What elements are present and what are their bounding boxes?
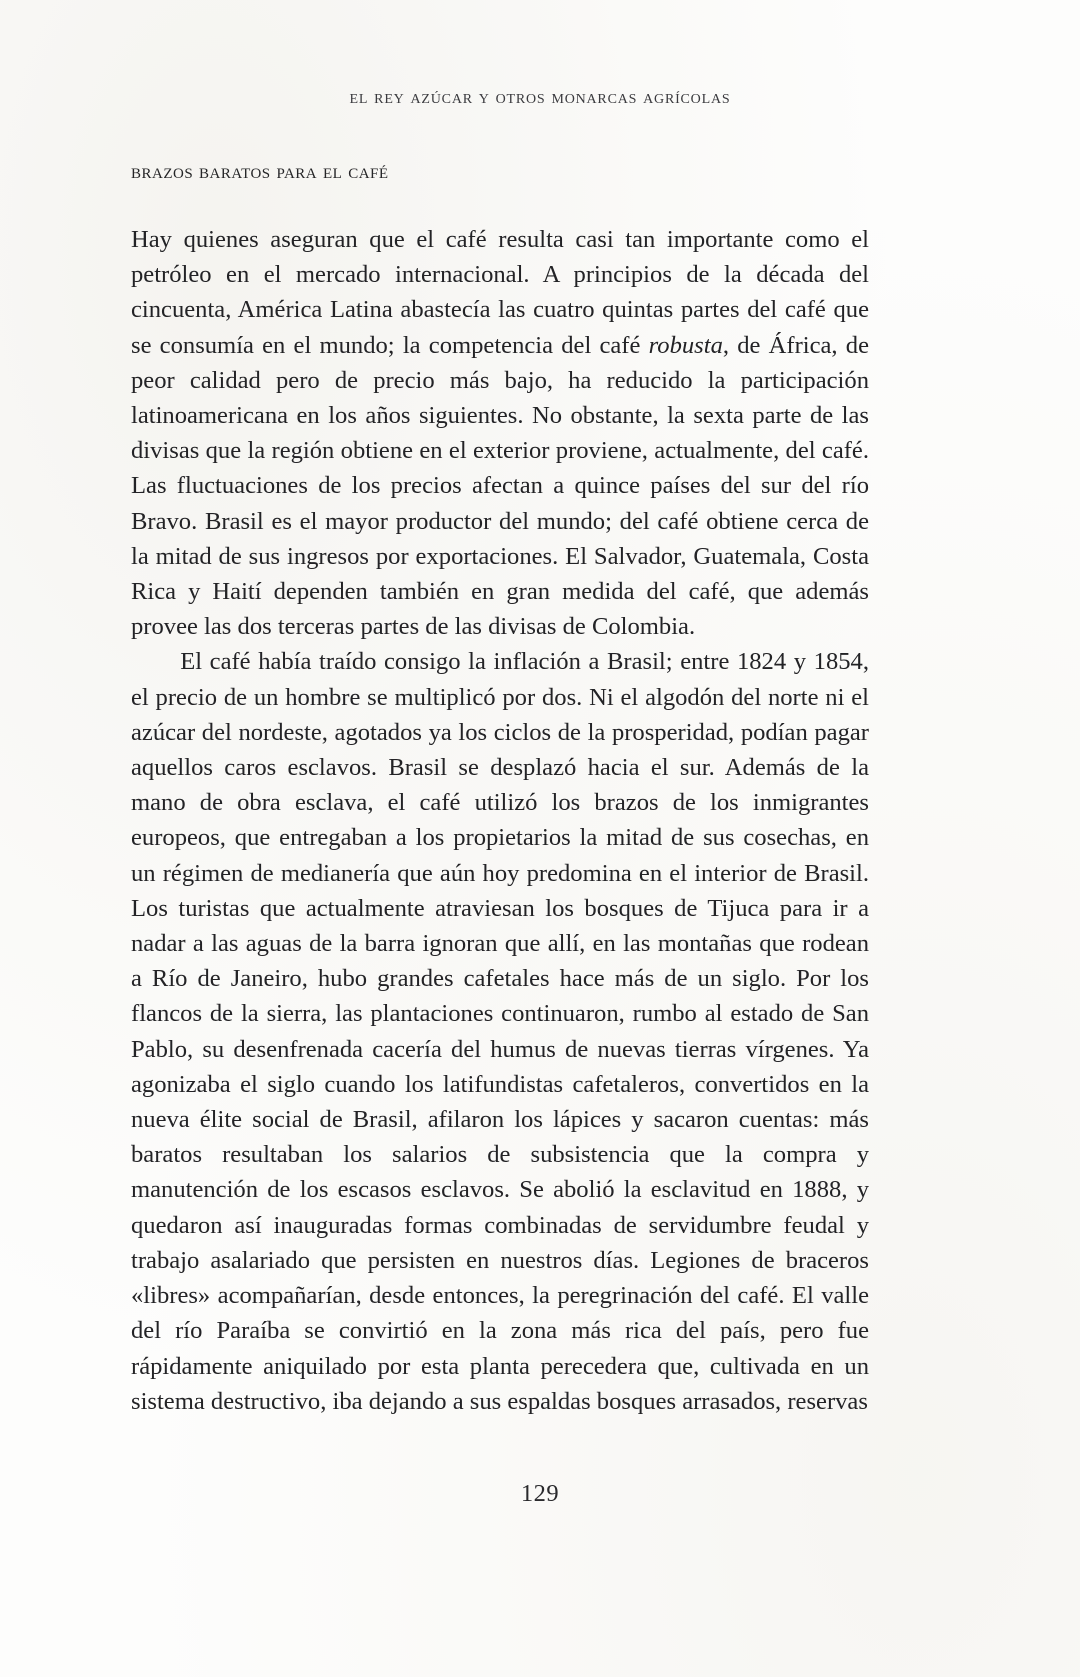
section-heading: brazos baratos para el café: [131, 159, 389, 183]
paragraph-2: El café había traído consigo la inflación a Brasil; entre 1824 y 1854, el precio de un hombre se multiplicó por dos. Ni el algodón del norte ni el azúcar del nordeste, agotados ya los ciclos de la prosperidad, podían pagar aquellos caros esclavos. Brasil se desplazó hacia el sur. Además de la mano de obra esclava, el café utilizó los brazos de los inmigrantes europeos, que entregaban a los propietarios la mitad de sus cosechas, en un régimen de medianería que aún hoy predomina en el interior de Brasil. Los turistas que actualmente atraviesan los bosques de Tijuca para ir a nadar a las aguas de la barra ignoran que allí, en las montañas que rodean a Río de Janeiro, hubo grandes cafetales hace más de un siglo. Por los flancos de la sierra, las plantaciones continuaron, rumbo al estado de San Pablo, su desenfrenada cacería del humus de nuevas tierras vírgenes. Ya agonizaba el siglo cuando los latifundistas cafetaleros, convertidos en la nueva élite social de Brasil, afilaron los lápices y sacaron cuentas: más baratos resultaban los salarios de subsistencia que la compra y manutención de los escasos esclavos. Se abolió la esclavitud en 1888, y quedaron así inauguradas formas combinadas de servidumbre feudal y trabajo asalariado que persisten en nuestros días. Legiones de braceros «libres» acompañarían, desde entonces, la peregrinación del café. El valle del río Paraíba se convirtió en la zona más rica del país, pero fue rápidamente aniquilado por esta planta perecedera que, cultivada en un sistema destructivo, iba dejando a sus espaldas bosques arrasados, reservas: [131, 648, 869, 1415]
paragraph-1-part-1: Hay quienes aseguran que el café resulta casi tan importante como el petróleo en el mercado internacional. A principios de la década del cincuenta, América Latina abastecía las cuatro quintas partes del café que se consumía en el mundo; la competencia del café: [131, 226, 869, 359]
running-head: el rey azúcar y otros monarcas agrícolas: [349, 86, 731, 108]
paragraph-1: [131, 222, 869, 644]
body-text: [131, 222, 869, 1419]
italic-term-robusta: robusta: [648, 331, 723, 359]
page-number: 129: [520, 1480, 560, 1507]
paragraph-1-part-2: , de África, de peor calidad pero de precio más bajo, ha reducido la participación latinoamericana en los años siguientes. No obstante, la sexta parte de las divisas que la región obtiene en el exterior proviene, actualmente, del café. Las fluctuaciones de los precios afectan a quince países del sur del río Bravo. Brasil es el mayor productor del mundo; del café obtiene cerca de la mitad de sus ingresos por exportaciones. El Salvador, Guatemala, Costa Rica y Haití dependen también en gran medida del café, que además provee las dos terceras partes de las divisas de Colombia.: [131, 331, 869, 641]
